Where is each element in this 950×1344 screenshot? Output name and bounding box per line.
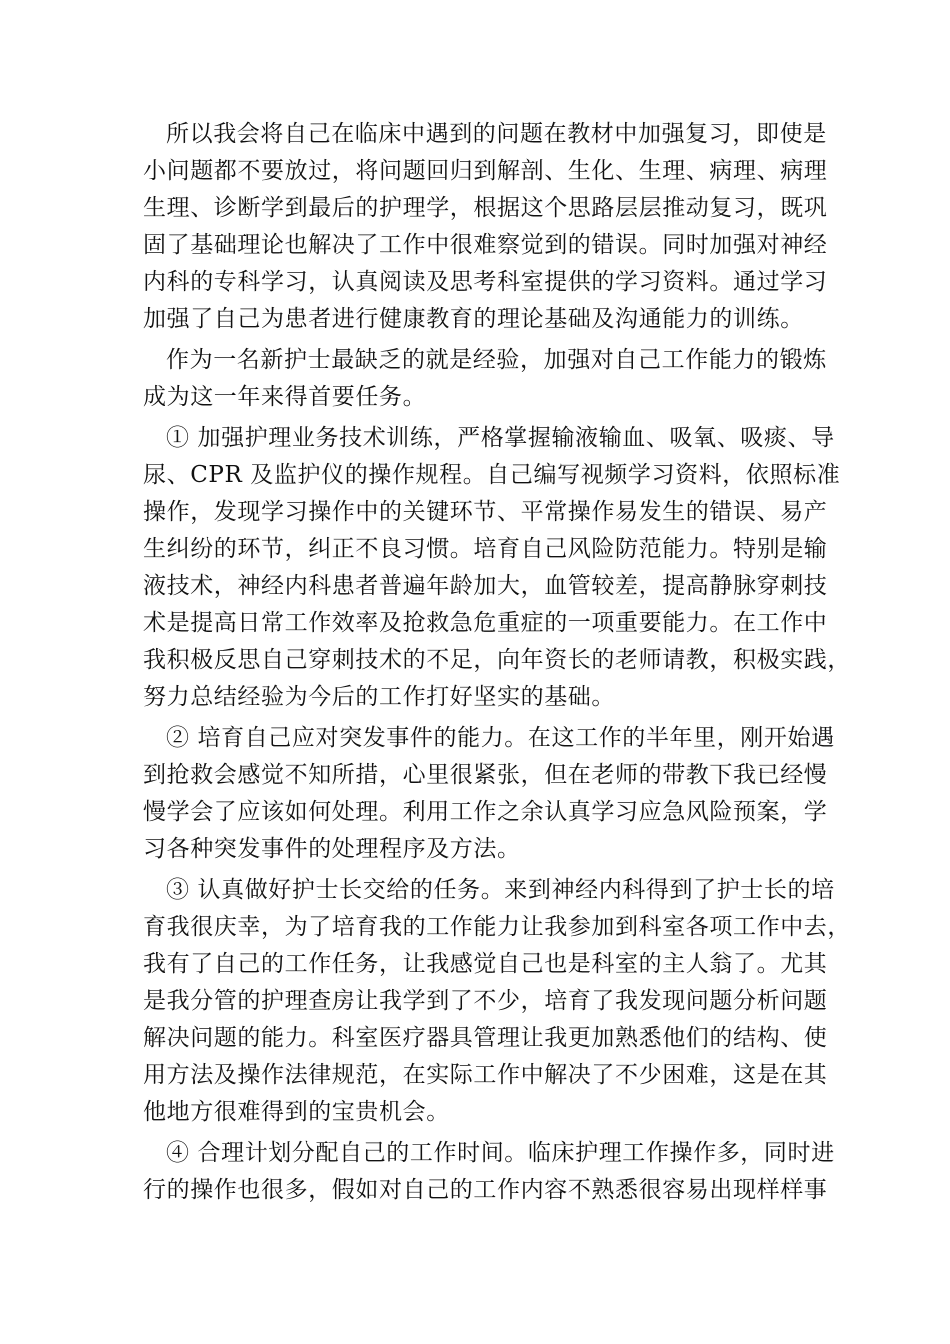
text-line: ④ 合理计划分配自己的工作时间。临床护理工作操作多，同时进 bbox=[166, 1140, 835, 1166]
text-line: 成为这一年来得首要任务。 bbox=[143, 384, 427, 410]
text-line: 液技术，神经内科患者普遍年龄加大，血管较差，提高静脉穿刺技 bbox=[143, 573, 828, 599]
text-line: 固了基础理论也解决了工作中很难察觉到的错误。同时加强对神经 bbox=[143, 232, 828, 258]
text-line: 作为一名新护士最缺乏的就是经验，加强对自己工作能力的锻炼 bbox=[166, 347, 827, 373]
text-line: 是我分管的护理查房让我学到了不少，培育了我发现问题分析问题 bbox=[143, 988, 828, 1014]
text-line: 内科的专科学习，认真阅读及思考科室提供的学习资料。通过学习 bbox=[143, 269, 828, 295]
text-line: 努力总结经验为今后的工作打好坚实的基础。 bbox=[143, 684, 615, 710]
text-line: 解决问题的能力。科室医疗器具管理让我更加熟悉他们的结构、使 bbox=[143, 1025, 828, 1051]
text-line: 育我很庆幸，为了培育我的工作能力让我参加到科室各项工作中去， bbox=[143, 914, 851, 940]
paragraph-item-1 bbox=[143, 420, 851, 716]
text-line: 慢学会了应该如何处理。利用工作之余认真学习应急风险预案，学 bbox=[143, 799, 828, 825]
text-line: 生纠纷的环节，纠正不良习惯。培育自己风险防范能力。特别是输 bbox=[143, 536, 828, 562]
paragraph-item-2 bbox=[143, 720, 835, 868]
paragraph-experience bbox=[143, 342, 827, 416]
paragraph-item-4 bbox=[143, 1135, 835, 1209]
text-line: 用方法及操作法律规范，在实际工作中解决了不少困难，这是在其 bbox=[143, 1062, 828, 1088]
text-line: 术是提高日常工作效率及抢救急危重症的一项重要能力。在工作中 bbox=[143, 610, 828, 636]
text-line: ② 培育自己应对突发事件的能力。在这工作的半年里，刚开始遇 bbox=[166, 725, 835, 751]
text-line: 操作，发现学习操作中的关键环节、平常操作易发生的错误、易产 bbox=[143, 499, 828, 525]
paragraph-review-study bbox=[143, 116, 828, 338]
text-line: 行的操作也很多，假如对自己的工作内容不熟悉很容易出现样样事 bbox=[143, 1177, 828, 1203]
text-line: 我有了自己的工作任务，让我感觉自己也是科室的主人翁了。尤其 bbox=[143, 951, 828, 977]
text-line: 所以我会将自己在临床中遇到的问题在教材中加强复习，即使是 bbox=[166, 121, 827, 147]
text-line: ① 加强护理业务技术训练，严格掌握输液输血、吸氧、吸痰、导 bbox=[166, 425, 835, 451]
text-line: ③ 认真做好护士长交给的任务。来到神经内科得到了护士长的培 bbox=[166, 877, 835, 903]
paragraph-item-3 bbox=[143, 872, 851, 1131]
text-line: 习各种突发事件的处理程序及方法。 bbox=[143, 836, 521, 862]
text-line: 生理、诊断学到最后的护理学，根据这个思路层层推动复习，既巩 bbox=[143, 195, 828, 221]
text-line: 他地方很难得到的宝贵机会。 bbox=[143, 1099, 450, 1125]
document-body bbox=[143, 116, 851, 1209]
text-line: 加强了自己为患者进行健康教育的理论基础及沟通能力的训练。 bbox=[143, 306, 804, 332]
text-line: 小问题都不要放过，将问题回归到解剖、生化、生理、病理、病理 bbox=[143, 158, 828, 184]
text-line: 尿、CPR 及监护仪的操作规程。自己编写视频学习资料，依照标准 bbox=[143, 462, 841, 488]
text-line: 到抢救会感觉不知所措，心里很紧张，但在老师的带教下我已经慢 bbox=[143, 762, 828, 788]
text-line: 我积极反思自己穿刺技术的不足，向年资长的老师请教，积极实践， bbox=[143, 647, 851, 673]
